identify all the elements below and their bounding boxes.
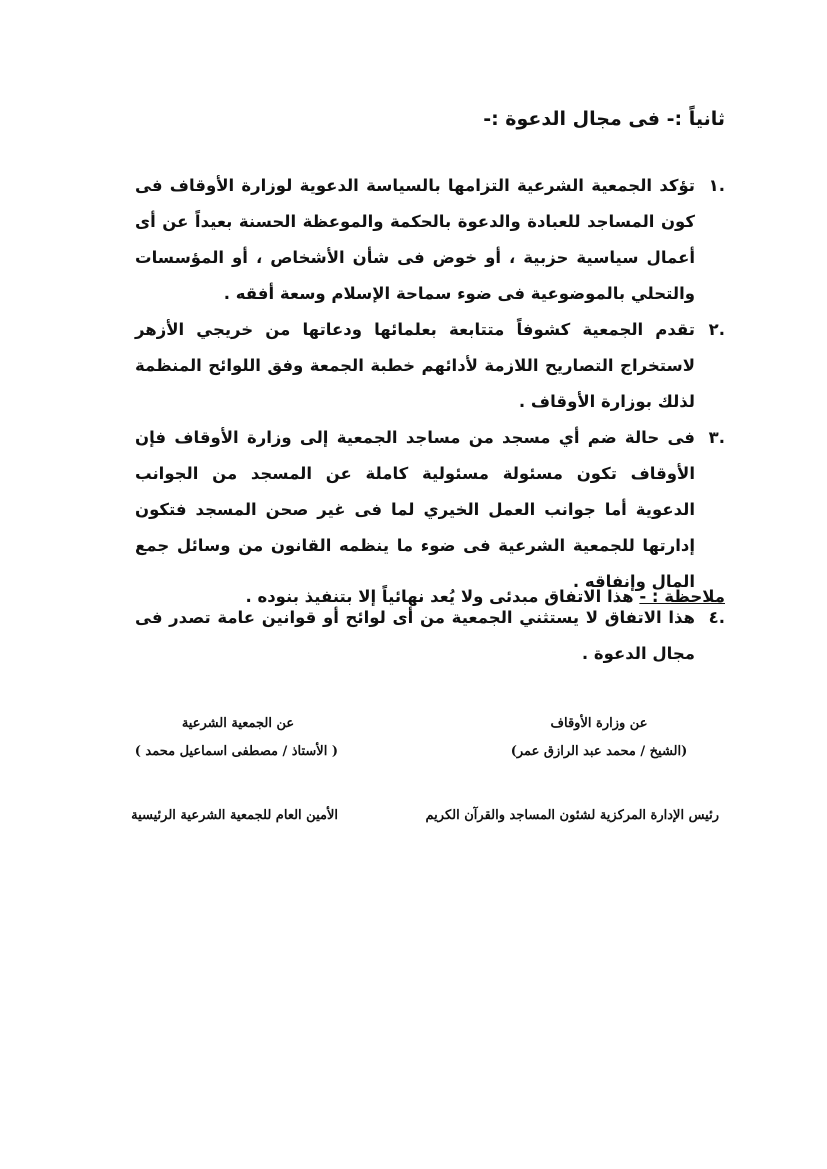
clause-item (135, 312, 725, 420)
clause-text: فى حالة ضم أي مسجد من مساجد الجمعية إلى وزارة الأوقاف فإن الأوقاف تكون مسئولة مسئولية كاملة عن المسجد من الجوانب الدعوية أما جوانب العمل الخيري لما فى غير صحن المسجد فتكون إدارتها للجمعية الشرعية فى ضوء ما ينظمه القانون من وسائل جمع المال وإنفاقه . (135, 428, 695, 591)
clause-number: .٣ (708, 428, 725, 447)
society-on-behalf: عن الجمعية الشرعية (181, 716, 295, 731)
awqaf-on-behalf: عن وزارة الأوقاف (550, 716, 648, 731)
awqaf-signatory-name: (الشيخ / محمد عبد الرازق عمر) (510, 744, 688, 759)
clause-number: .٤ (708, 608, 725, 627)
clause-text: تؤكد الجمعية الشرعية التزامها بالسياسة الدعوية لوزارة الأوقاف فى كون المساجد للعبادة والدعوة بالحكمة والموعظة الحسنة بعيداً عن أى أعمال سياسية حزبية ، أو خوض فى شأن الأشخاص ، أو المؤسسات والتحلي بالموضوعية فى ضوء سماحة الإسلام وسعة أفقه . (135, 176, 695, 303)
clause-text: هذا الاتفاق لا يستثني الجمعية من أى لوائح أو قوانين عامة تصدر فى مجال الدعوة . (135, 608, 695, 663)
awqaf-signature-block (425, 710, 719, 830)
clause-number: .١ (708, 176, 725, 195)
clause-item (135, 168, 725, 312)
section-heading: ثانياً :- فى مجال الدعوة :- (483, 108, 725, 130)
clause-text: تقدم الجمعية كشوفاً متتابعة بعلمائها ودعاتها من خريجي الأزهر لاستخراج التصاريح اللازمة لأدائهم خطبة الجمعة وفق اللوائح المنظمة لذلك بوزارة الأوقاف . (135, 320, 695, 411)
society-signatory-title: الأمين العام للجمعية الشرعية الرئيسية (131, 808, 338, 823)
awqaf-signatory-title: رئيس الإدارة المركزية لشئون المساجد والقرآن الكريم (425, 808, 719, 823)
note-text: هذا الاتفاق مبدئى ولا يُعد نهائياً إلا بتنفيذ بنوده . (245, 587, 640, 606)
note-label: ملاحظة : - (639, 587, 725, 606)
clause-number: .٢ (708, 320, 725, 339)
society-signatory-name: ( الأستاذ / مصطفى اسماعيل محمد ) (134, 744, 338, 759)
society-signature-block (131, 710, 338, 830)
note-line (245, 587, 725, 606)
clause-item (135, 600, 725, 672)
clause-item (135, 420, 725, 600)
